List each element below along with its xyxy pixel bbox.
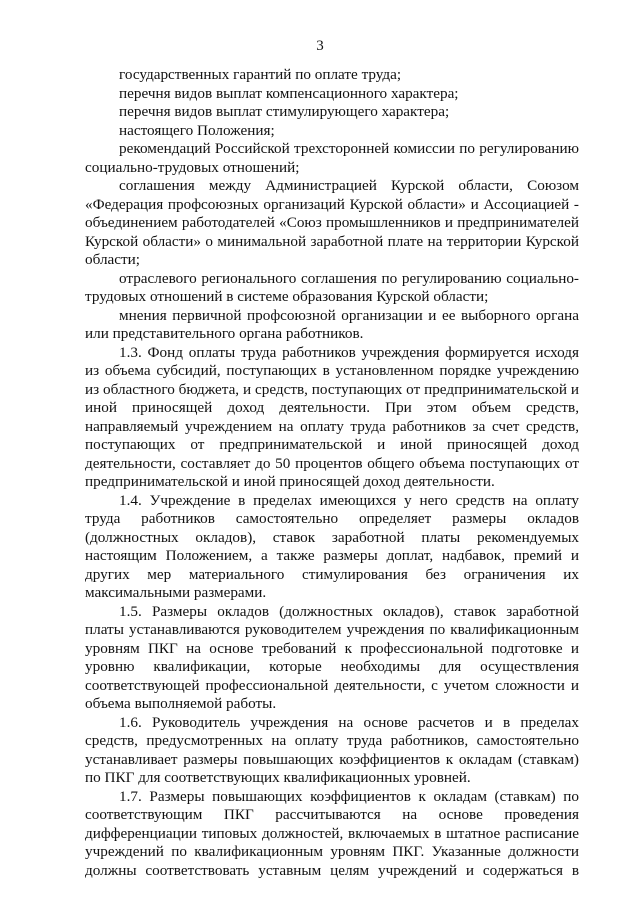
document-body	[85, 66, 579, 880]
list-item-incentive-payments: перечня видов выплат стимулирующего характера;	[119, 103, 450, 120]
list-item-compensation-payments: перечня видов выплат компенсационного характера;	[119, 84, 459, 102]
page-number: 3	[316, 38, 324, 54]
list-item-this-regulation: настоящего Положения;	[119, 121, 275, 139]
clause-1-5: 1.5. Размеры окладов (должностных окладов), ставок заработной платы устанавливаются руководителем учреждения по квалификационным уровням ПКГ на основе требований к профессиональной подготовке и уровню квалификации, которые необходимы для осуществления соответствующей профессиональной деятельности, с учетом сложности и объема выполняемой работы.	[85, 602, 579, 712]
clause-1-7: 1.7. Размеры повышающих коэффициентов к окладам (ставкам) по соответствующим ПКГ рассчитываются на основе проведения дифференциации типовых должностей, включаемых в штатное расписание учреждений по квалификационным уровням ПКГ. Указанные должности должны соответствовать уставным целям учреждений и содержаться в	[85, 787, 579, 879]
list-item-state-guarantees: государственных гарантий по оплате труда;	[119, 66, 402, 83]
clause-1-6: 1.6. Руководитель учреждения на основе расчетов и в пределах средств, предусмотренных на оплату труда работников, самостоятельно устанавливает размеры повышающих коэффициентов к окладам (ставкам) по ПКГ для соответствующих квалификационных уровней.	[85, 713, 579, 786]
clause-1-3: 1.3. Фонд оплаты труда работников учреждения формируется исходя из объема субсидий, поступающих в установленном порядке учреждению из областного бюджета, и средств, поступающих от предпринимательской и иной приносящей доход деятельности. При этом объем средств, направляемый учреждением на оплату труда работников за счет средств, поступающих от предпринимательской и иной приносящей доход деятельности, составляет до 50 процентов общего объема поступающих от предпринимательской и иной приносящей доход деятельности.	[85, 343, 579, 490]
list-item-sectoral-agreement: отраслевого регионального соглашения по регулированию социально-трудовых отношений в системе образования Курской области;	[85, 269, 579, 305]
list-item-minimum-wage-agreement: соглашения между Администрацией Курской области, Союзом «Федерация профсоюзных организаций Курской области» и Ассоциацией - объединением работодателей «Союз промышленников и предпринимателей Курской области» о минимальной заработной плате на территории Курской области;	[85, 177, 579, 268]
clause-1-4: 1.4. Учреждение в пределах имеющихся у него средств на оплату труда работников самостоятельно определяет размеры окладов (должностных окладов), ставок заработной платы рекомендуемых настоящим Положением, а также размеры доплат, надбавок, премий и других мер материального стимулирования без ограничения их максимальными размерами.	[85, 491, 579, 601]
list-item-tripartite-commission: рекомендаций Российской трехсторонней комиссии по регулированию социально-трудовых отношений;	[85, 140, 579, 176]
list-item-union-opinion: мнения первичной профсоюзной организации и ее выборного органа или представительного органа работников.	[85, 306, 579, 342]
